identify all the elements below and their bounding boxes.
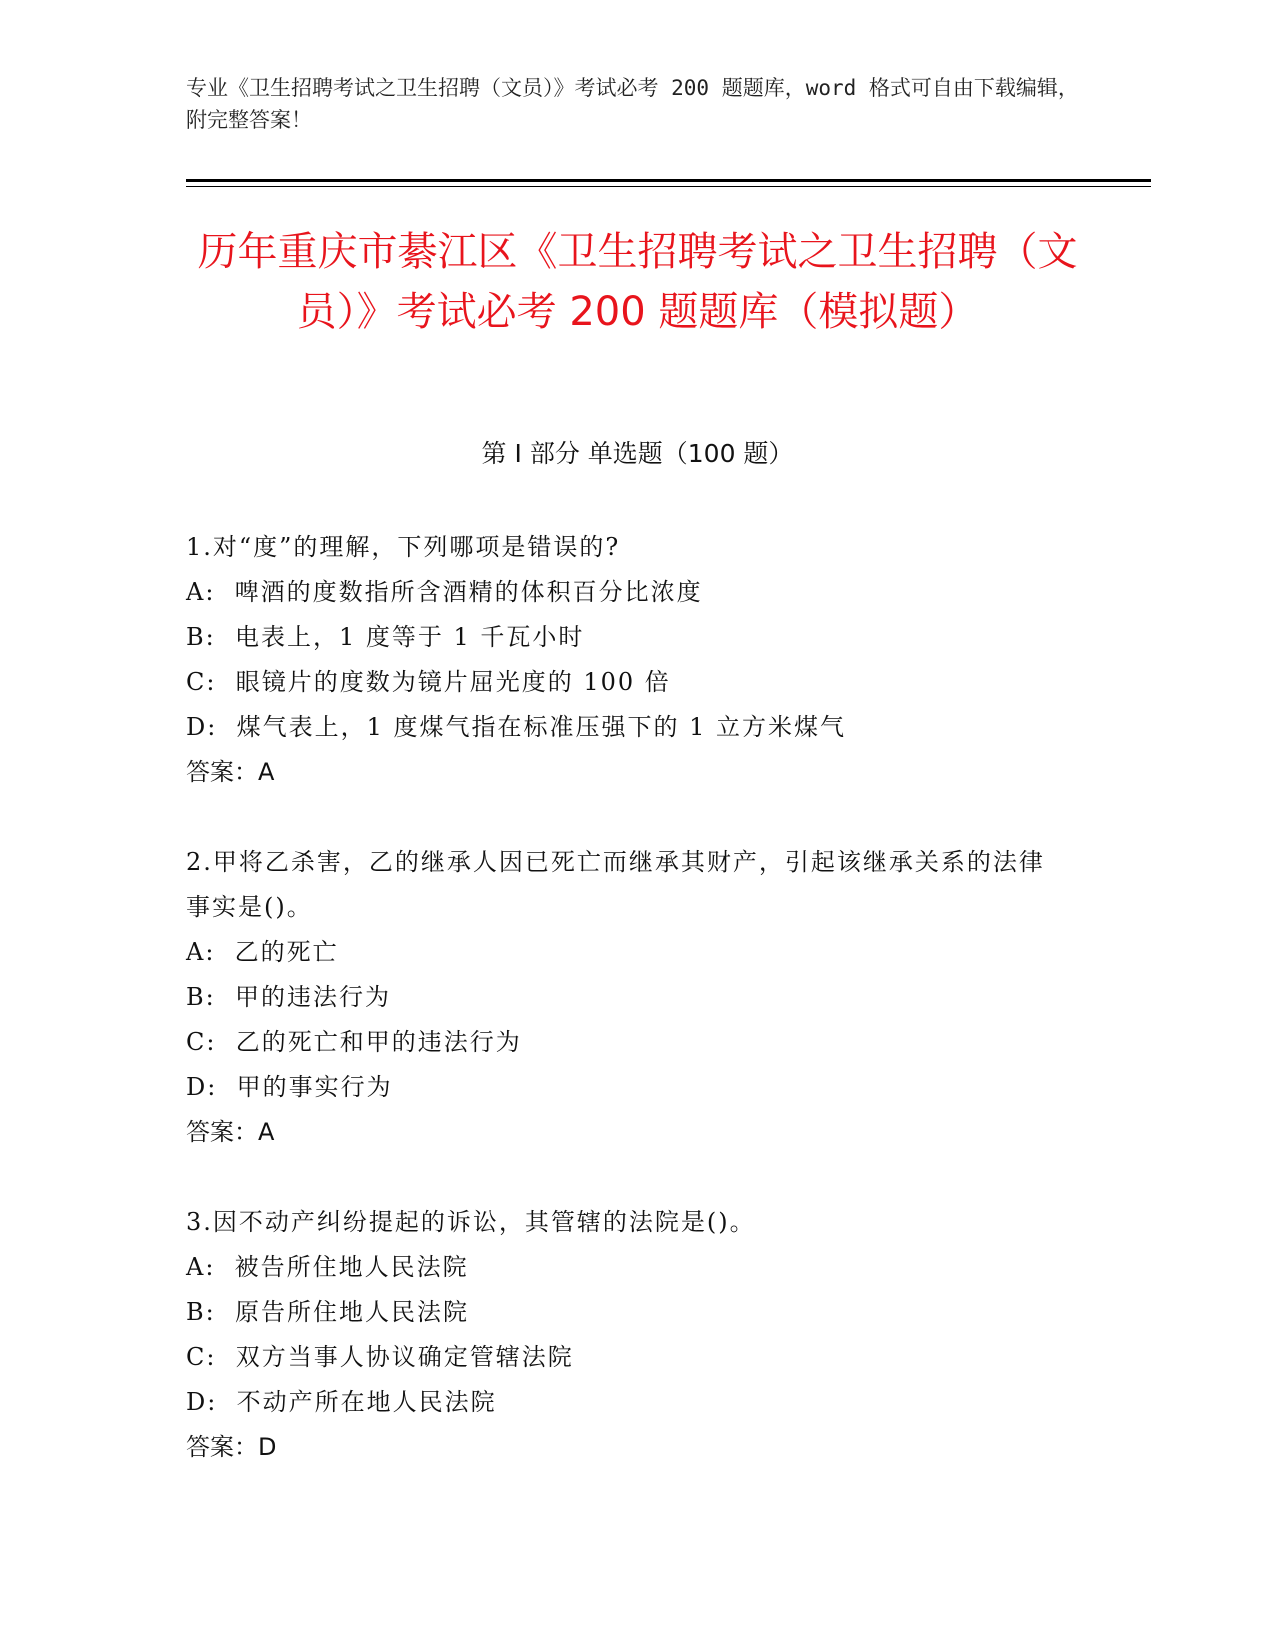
option-c: C: 眼镜片的度数为镜片屈光度的 100 倍 xyxy=(186,668,671,696)
option-d: D: 不动产所在地人民法院 xyxy=(186,1388,497,1416)
option-a: A: 啤酒的度数指所含酒精的体积百分比浓度 xyxy=(186,578,703,606)
section-heading: 第 I 部分 单选题（100 题） xyxy=(481,439,794,468)
question-block xyxy=(186,840,1066,1155)
question-block xyxy=(186,525,1066,795)
header-divider-thin xyxy=(186,186,1151,187)
header-note: 专业《卫生招聘考试之卫生招聘（文员）》考试必考 200 题题库，word 格式可自由下载编辑，附完整答案！ xyxy=(186,76,1079,132)
document-title: 历年重庆市綦江区《卫生招聘考试之卫生招聘（文员）》考试必考 200 题题库（模拟题） xyxy=(197,229,1078,335)
question-block xyxy=(186,1200,1066,1470)
answer-line: 答案：A xyxy=(186,758,275,786)
answer-line: 答案：D xyxy=(186,1433,277,1461)
question-stem: 3.因不动产纠纷提起的诉讼，其管辖的法院是()。 xyxy=(186,1208,756,1236)
option-c: C: 乙的死亡和甲的违法行为 xyxy=(186,1028,522,1056)
option-b: B: 电表上，1 度等于 1 千瓦小时 xyxy=(186,623,585,651)
option-b: B: 甲的违法行为 xyxy=(186,983,391,1011)
option-d: D: 煤气表上，1 度煤气指在标准压强下的 1 立方米煤气 xyxy=(186,713,847,741)
option-a: A: 乙的死亡 xyxy=(186,938,339,966)
header-divider-thick xyxy=(186,179,1151,182)
answer-line: 答案：A xyxy=(186,1118,275,1146)
question-stem: 2.甲将乙杀害，乙的继承人因已死亡而继承其财产，引起该继承关系的法律事实是()。 xyxy=(186,848,1045,921)
option-a: A: 被告所住地人民法院 xyxy=(186,1253,469,1281)
question-stem: 1.对“度”的理解，下列哪项是错误的? xyxy=(186,533,621,561)
option-d: D: 甲的事实行为 xyxy=(186,1073,393,1101)
option-b: B: 原告所住地人民法院 xyxy=(186,1298,469,1326)
option-c: C: 双方当事人协议确定管辖法院 xyxy=(186,1343,574,1371)
